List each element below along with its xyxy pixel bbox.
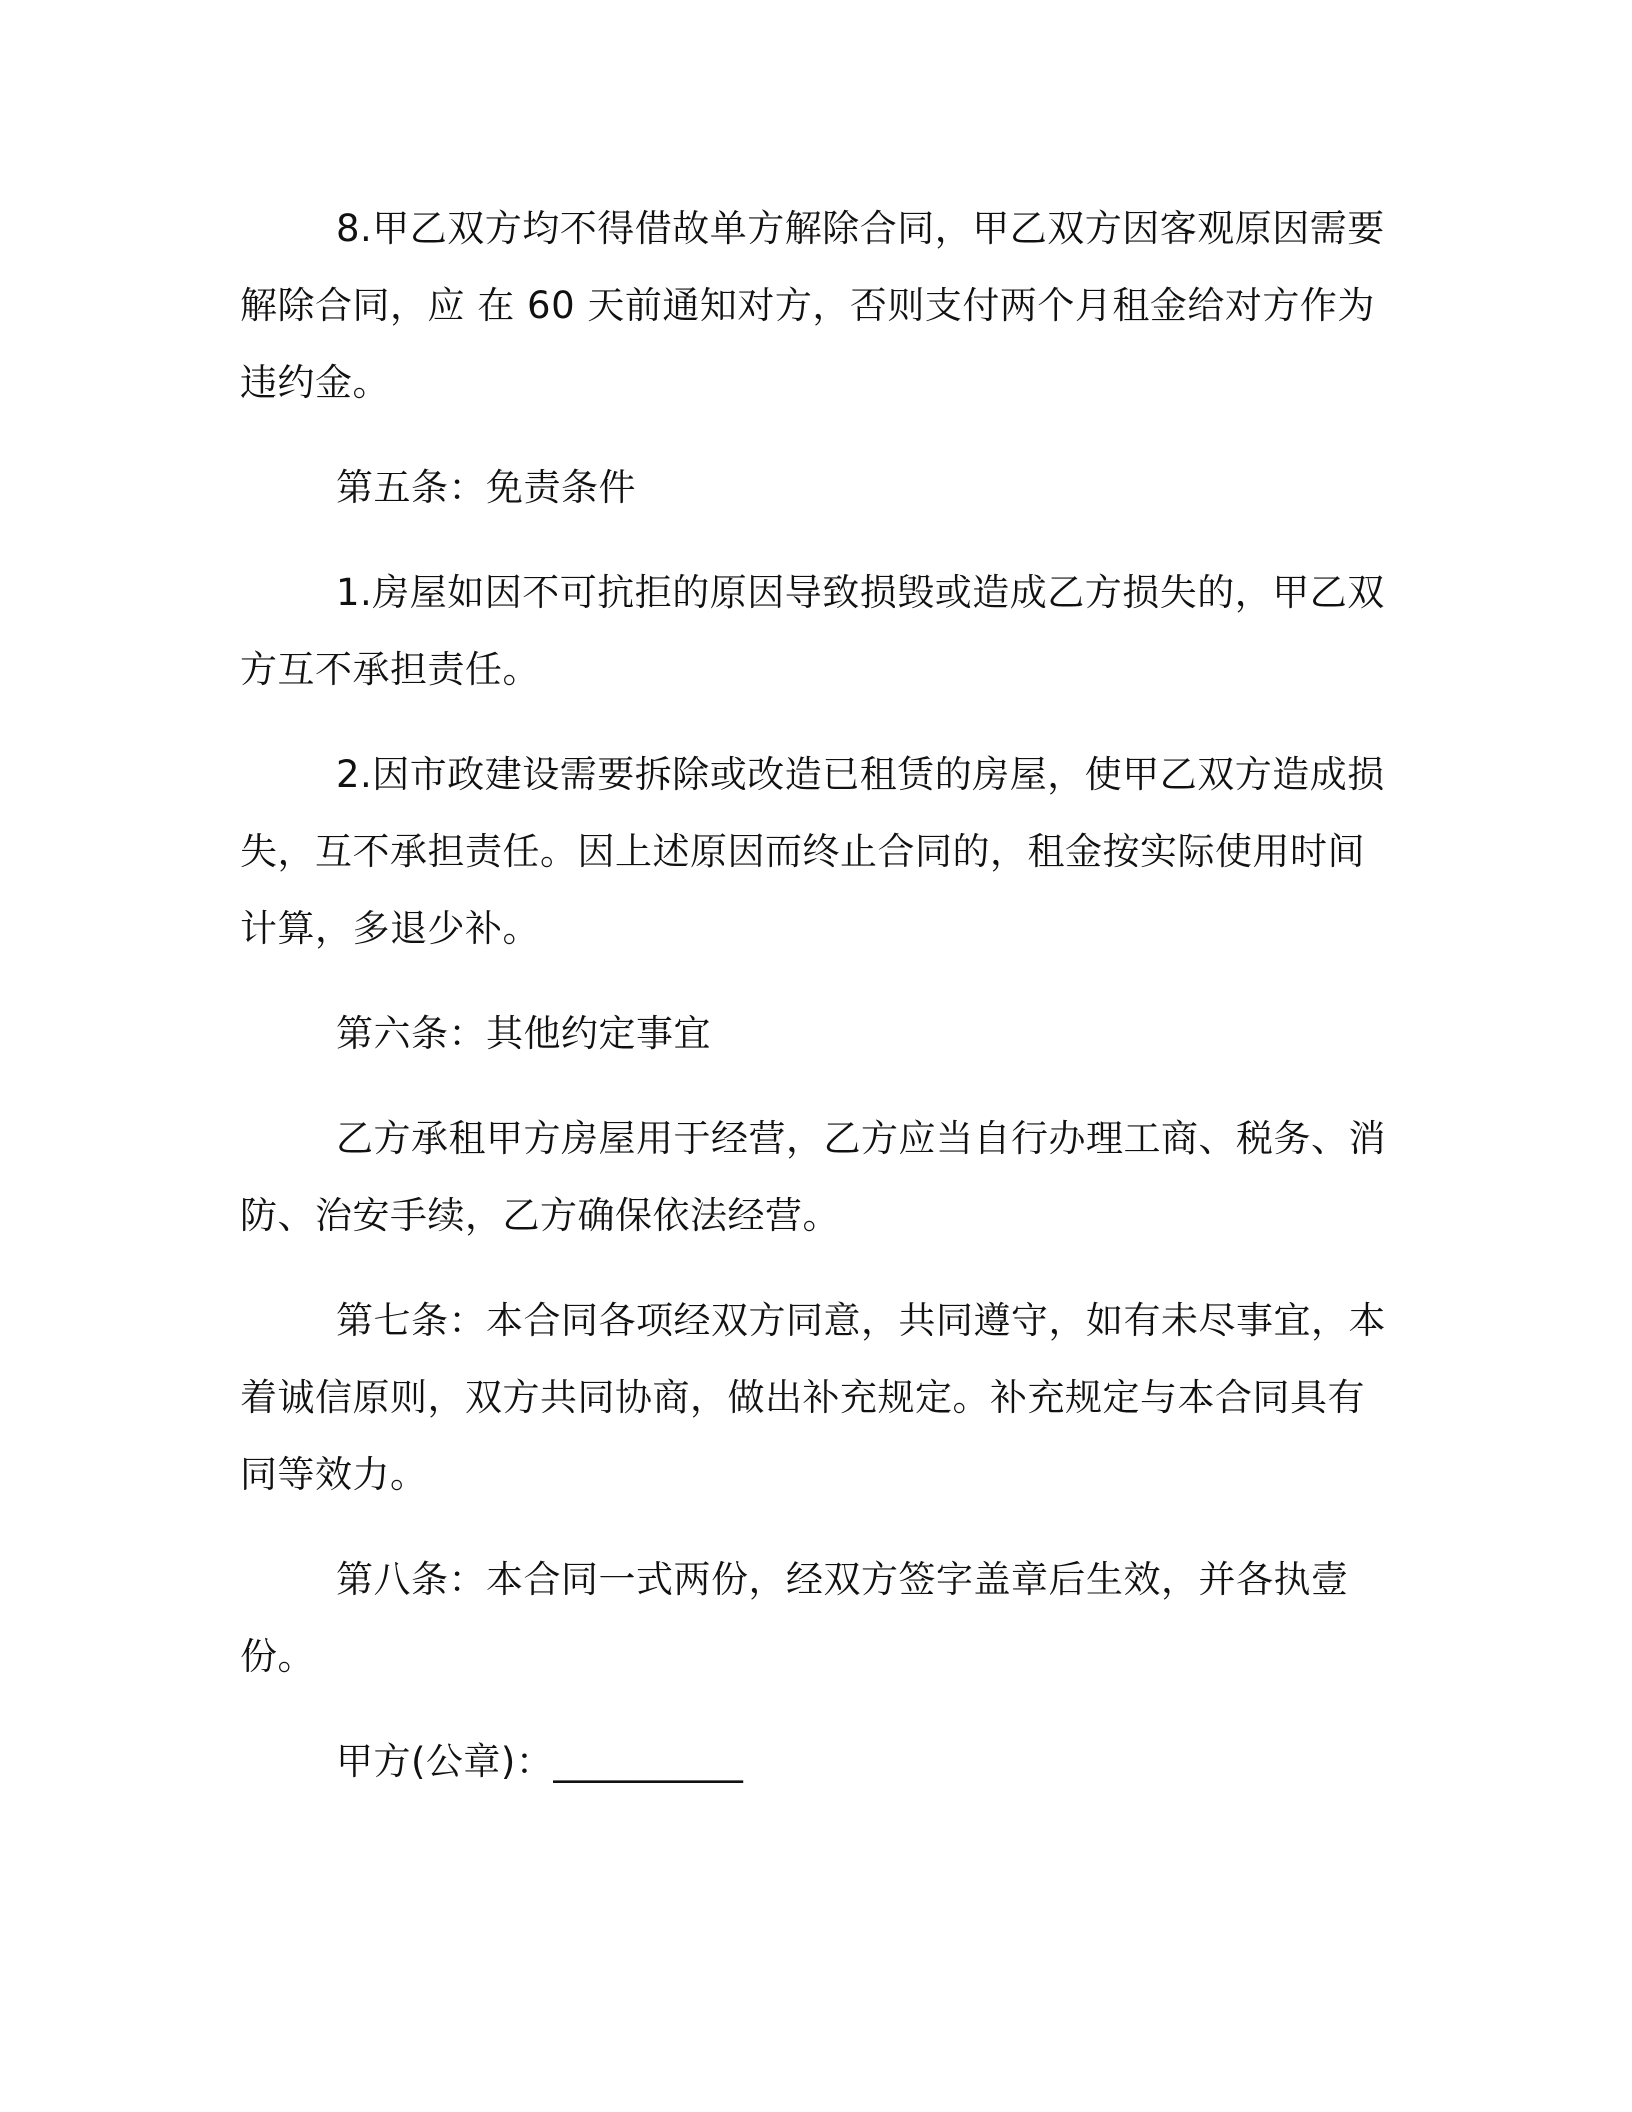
- article-6-heading: 第六条：其他约定事宜: [336, 1012, 711, 1055]
- article-5-item-1: 1.房屋如因不可抗拒的原因导致损毁或造成乙方损失的，甲乙双方互不承担责任。: [240, 571, 1385, 691]
- party-a-signature-line: 甲方(公章)：__________: [336, 1740, 744, 1783]
- article-6-body: 乙方承租甲方房屋用于经营，乙方应当自行办理工商、税务、消防、治安手续，乙方确保依法经营。: [240, 1117, 1386, 1237]
- article-5-item-2: 2.因市政建设需要拆除或改造已租赁的房屋，使甲乙双方造成损失，互不承担责任。因上述原因而终止合同的，租金按实际使用时间计算，多退少补。: [240, 753, 1385, 950]
- article-8: 第八条：本合同一式两份，经双方签字盖章后生效，并各执壹份。: [240, 1558, 1349, 1678]
- clause-4-item-8: 8.甲乙双方均不得借故单方解除合同，甲乙双方因客观原因需要解除合同，应 在 60 天前通知对方，否则支付两个月租金给对方作为违约金。: [240, 207, 1385, 404]
- article-5-heading: 第五条：免责条件: [336, 466, 636, 509]
- document-body: [240, 190, 1390, 1800]
- article-7: 第七条：本合同各项经双方同意，共同遵守，如有未尽事宜，本着诚信原则，双方共同协商，做出补充规定。补充规定与本合同具有同等效力。: [240, 1299, 1386, 1496]
